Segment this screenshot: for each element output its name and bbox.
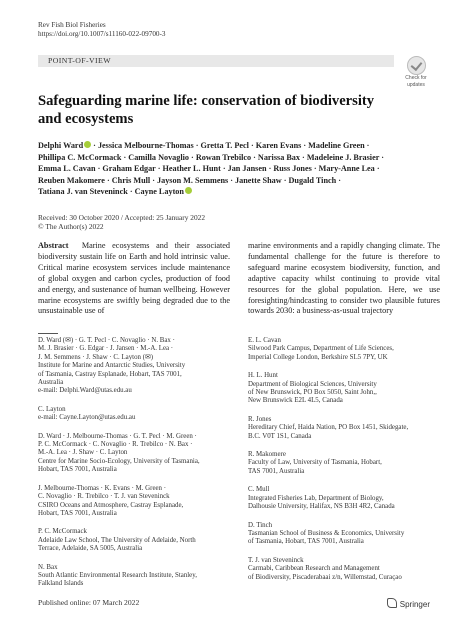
affiliation-line: M. J. Brasier · G. Edgar · J. Jansen · M.-A. Lea · — [38, 345, 174, 353]
article-title — [38, 92, 398, 128]
affiliation-line: Adelaide Law School, The University of Adelaide, North — [38, 536, 196, 544]
affiliation-line: B.C. V0T 1S1, Canada — [248, 432, 312, 440]
affiliation-line: N. Bax — [38, 563, 58, 571]
affiliation-line: of Tasmania, Hobart, TAS 7001, Australia — [248, 538, 364, 546]
affiliation-block — [38, 485, 238, 519]
affiliation-line: Department of Biological Sciences, University — [248, 380, 377, 388]
affiliations-right — [248, 337, 448, 592]
affiliation-line: D. Ward (✉) · G. T. Pecl · C. Novaglio · N. Bax · — [38, 337, 175, 344]
affiliation-block — [38, 337, 238, 396]
affiliation-line: South Atlantic Environmental Research Institute, Stanley, — [38, 571, 197, 579]
received-dates: Received: 30 October 2020 / Accepted: 25 January 2022 — [38, 213, 206, 222]
affiliation-line: J. M. Semmens · J. Shaw · C. Layton (✉) — [38, 353, 154, 361]
affiliation-line: Institute for Marine and Antarctic Studies, University — [38, 362, 186, 370]
check-label-2: updates — [407, 81, 425, 88]
title-line: Safeguarding marine life: conservation of biodiversity — [38, 93, 375, 109]
footnote-divider — [38, 333, 58, 334]
springer-horse-icon — [387, 598, 397, 608]
journal-name: Rev Fish Biol Fisheries — [38, 21, 106, 29]
section-bar — [38, 55, 394, 67]
dates-block — [38, 213, 205, 232]
affiliations-left — [38, 337, 238, 599]
affiliation-line: CSIRO Oceans and Atmosphere, Castray Esplanade, — [38, 501, 184, 509]
author-line-text: Tatiana J. van Steveninck · Cayne Layton — [38, 187, 192, 196]
affiliation-line: of Biodiversity, Piscaderabaai z/n, Willemstad, Curaçao — [248, 573, 402, 581]
affiliation-line: H. L. Hunt — [248, 372, 278, 380]
affiliation-line: of Tasmania, Castray Esplanade, Hobart, TAS 7001, — [38, 370, 182, 378]
affiliation-line: TAS 7001, Australia — [248, 467, 305, 475]
check-for-updates-badge[interactable] — [401, 56, 431, 90]
affiliation-block — [38, 564, 238, 589]
affiliation-line: e-mail: Delphi.Ward@utas.edu.au — [38, 387, 132, 395]
affiliation-line: Australia — [38, 379, 64, 387]
affiliation-line: Falkland Islands — [38, 580, 84, 588]
published-date: Published online: 07 March 2022 — [38, 598, 140, 607]
publisher-logo[interactable] — [387, 598, 430, 609]
affiliation-line: Centre for Marine Socio-Ecology, University of Tasmania, — [38, 457, 200, 465]
author-line: Emma L. Cavan · Graham Edgar · Heather L. Hunt · Jan Jansen · Russ Jones · Mary-Anne Lea · — [38, 164, 380, 174]
section-label: POINT-OF-VIEW — [48, 56, 111, 65]
affiliation-line: M.-A. Lea · J. Shaw · C. Layton — [38, 449, 128, 457]
affiliation-line: D. Ward · J. Melbourne-Thomas · G. T. Pecl · M. Green · — [38, 432, 197, 440]
affiliation-block — [248, 372, 448, 406]
affiliation-block — [38, 406, 238, 423]
orcid-icon[interactable] — [185, 187, 192, 194]
affiliation-line: C. Novaglio · R. Trebilco · T. J. van Steveninck — [38, 493, 170, 501]
affiliation-line: D. Tinch — [248, 521, 273, 529]
author-line-text: Delphi Ward · Jessica Melbourne-Thomas · Gretta T. Pecl · Karen Evans · Madeline Green · — [38, 141, 370, 150]
abstract-label: Abstract — [38, 241, 69, 250]
affiliation-line: Hereditary Chief, Haida Nation, PO Box 1451, Skidegate, — [248, 424, 409, 432]
abstract-text-right: marine environments and a rapidly changing climate. The fundamental challenge for the future is therefore to safeguard marine ecosystem biodiversity, function, and adaptive capacity whilst continuing to provide vital resources for the global population. Here, we use foresighting/hindcasting to consider two plausible futures towards 2030: a business-as-usual trajectory — [248, 241, 440, 316]
affiliation-line: Integrated Fisheries Lab, Department of Biology, — [248, 494, 384, 502]
check-circle-icon — [407, 56, 426, 75]
orcid-icon[interactable] — [84, 141, 91, 148]
affiliation-line: E. L. Cavan — [248, 337, 281, 344]
affiliation-line: New Brunswick E2L 4L5, Canada — [248, 397, 343, 405]
author-list — [38, 140, 438, 198]
author-line — [38, 186, 438, 198]
affiliation-line: Faculty of Law, University of Tasmania, Hobart, — [248, 459, 382, 467]
title-line: and ecosystems — [38, 111, 134, 127]
affiliation-block — [38, 433, 238, 475]
abstract-text-left: Marine ecosystems and their associated biodiversity sustain life on Earth and hold intrinsic value. Critical marine ecosystem services include maintenance of global oxygen and carbon cycles, production of food and energy, and sustenance of human wellbeing. However marine ecosystems are swiftly being degraded due to the unsustainable use of — [38, 241, 230, 316]
affiliation-block — [248, 522, 448, 547]
affiliation-line: e-mail: Cayne.Layton@utas.edu.au — [38, 414, 136, 422]
affiliation-line: T. J. van Steveninck — [248, 556, 304, 564]
affiliation-line: Dalhousie University, Halifax, NS B3H 4R2, Canada — [248, 503, 395, 511]
affiliation-line: Hobart, TAS 7001, Australia — [38, 509, 117, 517]
check-label-1: Check for — [405, 75, 427, 81]
affiliation-line: Silwood Park Campus, Department of Life Sciences, — [248, 345, 394, 353]
affiliation-line: R. Jones — [248, 415, 272, 423]
affiliation-line: Carmabi, Caribbean Research and Management — [248, 565, 380, 573]
affiliation-line: R. Makomere — [248, 451, 286, 459]
affiliation-line: P. C. McCormack · C. Novaglio · R. Trebilco · N. Bax · — [38, 441, 193, 449]
affiliation-line: Imperial College London, Berkshire SL5 7PY, UK — [248, 353, 388, 361]
affiliation-block — [248, 416, 448, 441]
copyright: © The Author(s) 2022 — [38, 222, 104, 232]
affiliation-line: Tasmanian School of Business & Economics, University — [248, 529, 405, 537]
affiliation-block — [248, 337, 448, 362]
journal-header — [38, 21, 166, 39]
affiliation-line: Hobart, TAS 7001, Australia — [38, 466, 117, 474]
author-line: Phillipa C. McCormack · Camilla Novaglio · Rowan Trebilco · Narissa Bax · Madeleine J. Brasier · — [38, 152, 384, 162]
doi-link[interactable]: https://doi.org/10.1007/s11160-022-09700-3 — [38, 30, 166, 38]
affiliation-block — [248, 557, 448, 582]
affiliation-line: J. Melbourne-Thomas · K. Evans · M. Green · — [38, 484, 167, 492]
author-line — [38, 140, 438, 152]
abstract-right-column — [248, 241, 440, 317]
affiliation-line: P. C. McCormack — [38, 528, 87, 536]
affiliation-block — [38, 528, 238, 553]
affiliation-line: of New Brunswick, PO Box 5050, Saint John,, — [248, 389, 377, 397]
author-line: Reuben Makomere · Chris Mull · Jayson M. Semmens · Janette Shaw · Dugald Tinch · — [38, 175, 341, 185]
affiliation-line: Terrace, Adelaide, SA 5005, Australia — [38, 545, 143, 553]
affiliation-block — [248, 451, 448, 476]
affiliation-block — [248, 486, 448, 511]
publisher-name: Springer — [399, 600, 430, 609]
abstract-left-column — [38, 241, 230, 317]
affiliation-line: C. Layton — [38, 405, 66, 413]
affiliation-line: C. Mull — [248, 486, 270, 494]
